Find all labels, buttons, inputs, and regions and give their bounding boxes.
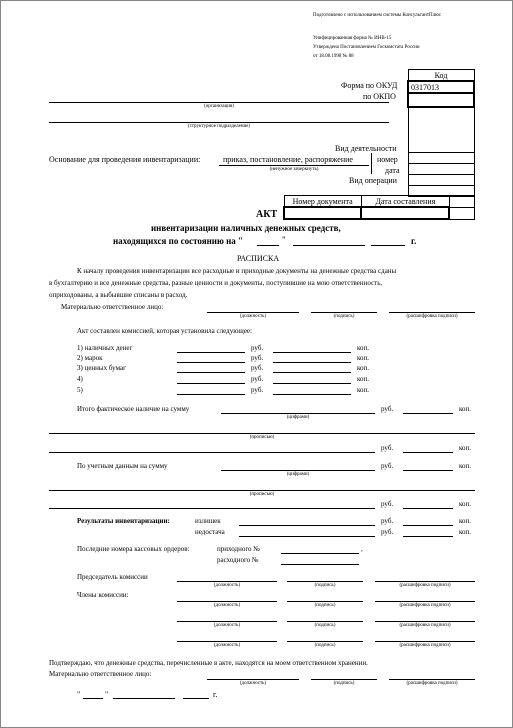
document-page: Подготовлено с использованием системы КонсультантПлюс Унифицированная форма № ИНВ-15 Утверждена Постановлением Госкомстата России от 18.08.1998 № 88 Код 0317013 Форма по ОКУД по ОКПО (организация) (структурное подразделение) Вид деятельности Основание для проведения инвентаризации: приказ, постановление, распоряжение (ненужное зачеркнуть) номер дата Вид операции Номер документа Дата составления АКТ инвентаризации наличных денежных средств, находящихся по состоянию на " " г. РАСПИСКА К началу проведения инвентаризации все расходные и приходные документы на денежные средства сданы в бухгалтерию и все денежные средства, разные ценности и документы, поступившие на мою ответственность, оприходованы, а выбывшие списаны в расход. Материально ответственное лицо: (должность) (подпись) (расшифровка подписи) Акт составлен комиссией, которая установила следующее: 1) наличных денег 2) марок 3) ценных бумаг 4) 5) руб. коп. руб. коп. руб. коп. руб. коп. руб. коп. Итого фактическое наличие на сумму (цифрами) руб. коп. (прописью) руб. коп. По учетным данным на сумму (цифрами) руб. коп. (прописью) руб. коп. Результаты инвентаризации: излишек руб. коп. недостача руб. коп. Последние номера кассовых ордеров: приходного № , расходного № Председатель комиссии (должность) (подпись) (расшифровка подписи) Члены комиссии: (должность) (подпись) (расшифровка подписи) (должность) (подпись) (расшифровка подписи) (должность) (подпись) (расшифровка подписи) Подтверждаю, что денежные средства, перечисленные в акте, находятся на моем ответственном хранении. Материально ответственное лицо: (должность) (подпись) (расшифровка подписи) " " г. xyxy=(0,0,513,728)
item4-kop-line[interactable] xyxy=(273,383,351,384)
securities-kop-line[interactable] xyxy=(273,372,351,373)
basis-line[interactable] xyxy=(219,165,369,166)
item4-rub-line[interactable] xyxy=(177,383,245,384)
receipt-text-2: в бухгалтерию и все денежные средства, разные ценности и документы, поступившие на мою ответственность, xyxy=(49,279,383,287)
member2-position-line[interactable] xyxy=(177,621,277,622)
receipt-text-1: К началу проведения инвентаризации все расходные и приходные документы на денежные средства сданы xyxy=(77,267,397,275)
kop-label: коп. xyxy=(459,444,472,452)
cap-position: (должность) xyxy=(213,623,241,628)
confirm-day-line[interactable] xyxy=(83,698,103,699)
kop-label: коп. xyxy=(459,405,472,413)
shortage-kop-line[interactable] xyxy=(403,536,453,537)
confirm-responsible-label: Материально ответственное лицо: xyxy=(49,670,152,678)
doc-table xyxy=(283,195,475,220)
doc-number-cell[interactable] xyxy=(284,207,361,219)
cap-signature: (подпись) xyxy=(333,681,355,686)
kop-label: коп. xyxy=(357,364,370,372)
okud-code: 0317013 xyxy=(408,81,474,93)
outgoing-label: расходного № xyxy=(217,556,259,564)
member3-signature-line[interactable] xyxy=(287,641,363,642)
number-code[interactable] xyxy=(408,164,474,175)
okud-label: Форма по ОКУД xyxy=(341,81,398,90)
stamps-rub-line[interactable] xyxy=(177,362,245,363)
act-title: АКТ xyxy=(256,209,278,220)
approved-line: Утверждена Постановлением Госкомстата России xyxy=(313,45,420,50)
rub-label: руб. xyxy=(251,344,264,352)
cash-orders-label: Последние номера кассовых ордеров: xyxy=(77,545,190,553)
cap-signature: (подпись) xyxy=(314,603,336,608)
date-label: дата xyxy=(385,166,400,175)
cap-decoding: (расшифровка подписи) xyxy=(399,583,451,588)
outgoing-line[interactable] xyxy=(281,564,359,565)
doc-spare-cell xyxy=(449,207,474,219)
surplus-kop-line[interactable] xyxy=(403,525,453,526)
cap-signature: (подпись) xyxy=(314,583,336,588)
rub-label: руб. xyxy=(381,500,394,508)
approved-date: от 18.08.1998 № 88 xyxy=(313,54,354,59)
surplus-line[interactable] xyxy=(239,525,375,526)
form-name: Унифицированная форма № ИНВ-15 xyxy=(313,36,392,41)
rub-label: руб. xyxy=(381,517,394,525)
cap-decoding: (расшифровка подписи) xyxy=(399,643,451,648)
receipt-text-3: оприходованы, а выбывшие списаны в расход. xyxy=(49,291,188,299)
chairman-decoding-line[interactable] xyxy=(375,581,475,582)
item-stamps: 2) марок xyxy=(77,354,103,362)
cap-decoding: (расшифровка подписи) xyxy=(406,314,458,319)
responsible-decoding-line[interactable] xyxy=(389,312,475,313)
kop-label: коп. xyxy=(459,517,472,525)
digits-caption: (цифрами) xyxy=(286,415,310,420)
cap-position: (должность) xyxy=(213,603,241,608)
activity-label: Вид деятельности xyxy=(335,144,397,153)
actual-words-line[interactable] xyxy=(49,433,475,434)
stamps-kop-line[interactable] xyxy=(273,362,351,363)
securities-rub-line[interactable] xyxy=(177,372,245,373)
cap-decoding: (расшифровка подписи) xyxy=(399,603,451,608)
rub-label: руб. xyxy=(251,354,264,362)
incoming-label: приходного № xyxy=(217,545,260,553)
rub-label: руб. xyxy=(381,462,394,470)
responsible-position-line[interactable] xyxy=(207,312,299,313)
actual-digits-line[interactable] xyxy=(221,413,375,414)
kop-label: коп. xyxy=(459,500,472,508)
chairman-signature-line[interactable] xyxy=(287,581,363,582)
cash-rub-line[interactable] xyxy=(177,352,245,353)
doc-date-header: Дата составления xyxy=(361,196,449,208)
actual-kop-line[interactable] xyxy=(403,413,453,414)
cash-kop-line[interactable] xyxy=(273,352,351,353)
cap-position: (должность) xyxy=(239,314,267,319)
member2-signature-line[interactable] xyxy=(287,621,363,622)
member2-decoding-line[interactable] xyxy=(375,621,475,622)
chairman-label: Председатель комиссии xyxy=(77,573,148,581)
source-note: Подготовлено с использованием системы КонсультантПлюс xyxy=(313,13,442,18)
confirm-signature-line[interactable] xyxy=(311,679,377,680)
words-caption: (прописью) xyxy=(249,492,275,497)
digits-caption: (цифрами) xyxy=(286,472,310,477)
item-securities: 3) ценных бумаг xyxy=(77,364,126,372)
surplus-label: излишек xyxy=(195,517,221,525)
cap-decoding: (расшифровка подписи) xyxy=(406,681,458,686)
rub-label: руб. xyxy=(251,375,264,383)
basis-caption: (ненужное зачеркнуть) xyxy=(269,167,319,172)
accounting-kop-line[interactable] xyxy=(403,470,453,471)
shortage-label: недостача xyxy=(195,528,225,536)
cap-signature: (подпись) xyxy=(333,314,355,319)
cap-position: (должность) xyxy=(239,681,267,686)
state-line: находящихся по состоянию на " xyxy=(113,236,243,246)
org-line[interactable] xyxy=(49,102,389,103)
incoming-line[interactable] xyxy=(281,553,359,554)
item-5: 5) xyxy=(77,386,83,394)
unit-line[interactable] xyxy=(49,122,389,123)
commission-intro: Акт составлен комиссией, которая установила следующее: xyxy=(77,327,252,335)
confirm-position-line[interactable] xyxy=(207,679,299,680)
responsible-signature-line[interactable] xyxy=(311,312,377,313)
month-line[interactable] xyxy=(293,245,365,246)
cap-position: (должность) xyxy=(213,643,241,648)
number-label: номер xyxy=(377,155,398,164)
member3-decoding-line[interactable] xyxy=(375,641,475,642)
kop-label: коп. xyxy=(357,375,370,383)
accounting-words-line[interactable] xyxy=(49,490,475,491)
kop-label: коп. xyxy=(459,462,472,470)
cap-position: (должность) xyxy=(213,583,241,588)
date-quote-open: " xyxy=(77,690,81,699)
doc-number-header: Номер документа xyxy=(284,196,361,208)
confirm-month-line[interactable] xyxy=(113,698,175,699)
accounting-kop-line-2[interactable] xyxy=(403,508,453,509)
org-caption: (организация) xyxy=(204,104,234,109)
item-4: 4) xyxy=(77,375,83,383)
chairman-position-line[interactable] xyxy=(177,581,277,582)
blank-codes[interactable] xyxy=(408,107,474,153)
day-line[interactable] xyxy=(257,245,279,246)
actual-total-label: Итого фактическое наличие на сумму xyxy=(77,405,190,413)
unit-caption: (структурное подразделение) xyxy=(187,124,251,129)
item5-kop-line[interactable] xyxy=(273,394,351,395)
code-table xyxy=(407,69,475,197)
okpo-code[interactable] xyxy=(408,93,474,107)
okpo-label: по ОКПО xyxy=(363,92,396,101)
rub-label: руб. xyxy=(381,528,394,536)
item5-rub-line[interactable] xyxy=(177,394,245,395)
accounting-words-line-2[interactable] xyxy=(49,508,375,509)
kod-header: Код xyxy=(408,70,474,82)
kop-label: коп. xyxy=(459,528,472,536)
item-cash: 1) наличных денег xyxy=(77,344,133,352)
actual-kop-line-2[interactable] xyxy=(403,452,453,453)
accounting-total-label: По учетным данным на сумму xyxy=(77,462,168,470)
cap-signature: (подпись) xyxy=(314,623,336,628)
confirm-year-suffix: г. xyxy=(213,690,218,699)
confirm-year-line[interactable] xyxy=(183,698,209,699)
member3-position-line[interactable] xyxy=(177,641,277,642)
members-label: Члены комиссии: xyxy=(77,591,129,599)
confirm-decoding-line[interactable] xyxy=(389,679,475,680)
rub-label: руб. xyxy=(381,405,394,413)
responsible-label: Материально ответственное лицо: xyxy=(61,303,164,311)
year-line[interactable] xyxy=(371,245,405,246)
doc-date-cell[interactable] xyxy=(361,207,449,219)
cap-decoding: (расшифровка подписи) xyxy=(399,623,451,628)
member1-decoding-line[interactable] xyxy=(375,601,475,602)
date-code[interactable] xyxy=(408,175,474,186)
activity-code[interactable] xyxy=(408,153,474,164)
member1-signature-line[interactable] xyxy=(287,601,363,602)
rub-label: руб. xyxy=(251,364,264,372)
doc-spare-header xyxy=(449,196,474,208)
receipt-heading: РАСПИСКА xyxy=(237,254,280,263)
year-suffix: г. xyxy=(411,236,417,246)
operation-label: Вид операции xyxy=(349,176,397,185)
basis-label: Основание для проведения инвентаризации: xyxy=(49,155,201,164)
divider xyxy=(371,153,372,174)
kop-label: коп. xyxy=(357,386,370,394)
confirm-text: Подтверждаю, что денежные средства, перечисленные в акте, находятся на моем ответственном хранении. xyxy=(49,659,368,667)
act-subtitle: инвентаризации наличных денежных средств, xyxy=(151,223,341,233)
accounting-digits-line[interactable] xyxy=(221,470,375,471)
actual-words-line-2[interactable] xyxy=(49,452,375,453)
shortage-line[interactable] xyxy=(239,536,375,537)
member1-position-line[interactable] xyxy=(177,601,277,602)
cap-signature: (подпись) xyxy=(314,643,336,648)
basis-value: приказ, постановление, распоряжение xyxy=(223,155,353,164)
date-quote-close: " xyxy=(105,690,109,699)
results-label: Результаты инвентаризации: xyxy=(77,517,170,525)
kop-label: коп. xyxy=(357,344,370,352)
words-caption: (прописью) xyxy=(249,435,275,440)
kop-label: коп. xyxy=(357,354,370,362)
rub-label: руб. xyxy=(381,444,394,452)
rub-label: руб. xyxy=(251,386,264,394)
